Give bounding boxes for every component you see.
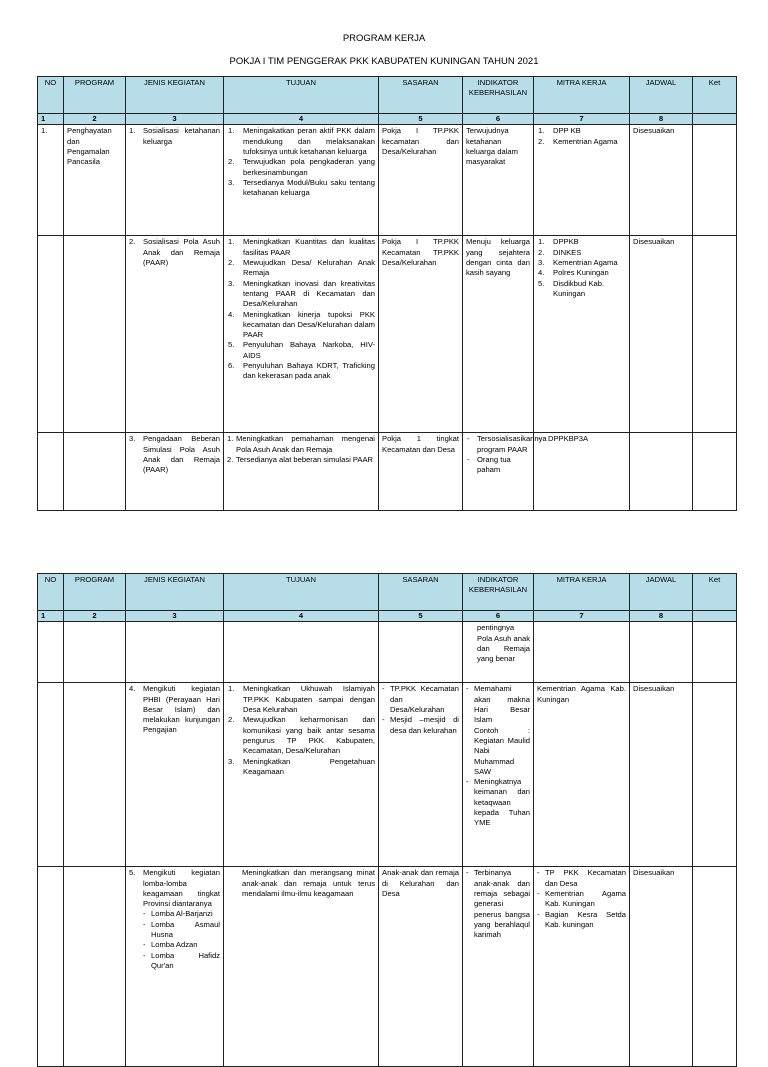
row-sasaran: Pokja 1 tingkat Kecamatan dan Desa (379, 433, 463, 511)
header-sasaran: SASARAN (379, 574, 463, 611)
tujuan-item: Penyuluhan Bahaya Narkoba, HIV-AIDS (243, 340, 375, 360)
col-number: 1 (38, 611, 64, 622)
header-jenis-kegiatan: JENIS KEGIATAN (126, 77, 224, 114)
sasaran-item: - TP.PKK Kecamatan dan Desa/Kelurahan (382, 684, 459, 715)
mitra-item: Disdikbud Kab. Kuningan (553, 278, 605, 298)
table-header-row (38, 77, 737, 114)
work-program-table-1 (37, 76, 737, 511)
lomba-item: - Lomba Adzan (143, 940, 220, 950)
row-indikator (463, 683, 534, 867)
indikator-item: - Orang tua paham (466, 455, 530, 476)
kegiatan-number: 1. (129, 126, 136, 136)
tujuan-item: Meningkatkan Pengetahuan Keagamaan (243, 756, 375, 776)
table-row (38, 125, 737, 236)
mitra-item: - Kementrian Agama Kab. Kuningan (537, 889, 626, 910)
row-program (64, 622, 126, 683)
tujuan-item: Meningkatkan Kuantitas dan kualitas fasilitas PAAR (243, 237, 375, 257)
col-number: 4 (224, 611, 379, 622)
tujuan-item: Terwujudkan pola pengkaderan yang berkesinambungan (243, 157, 375, 177)
row-no (38, 867, 64, 1067)
col-number: 7 (534, 611, 630, 622)
row-tujuan: Meningkatkan dan merangsang minat anak-anak dan remaja untuk terus mendalami ilmu-ilmu keagamaan (224, 867, 379, 1067)
lomba-item: - Lomba Asmaul Husna (143, 920, 220, 941)
kegiatan-number: 4. (129, 684, 136, 694)
indikator-item: - Memahami akan makna Hari Besar Islam (466, 684, 530, 725)
mitra-item: - DPPKBP3A (537, 434, 626, 444)
mitra-item: Polres Kuningan (553, 268, 609, 278)
indikator-item: - Terbinanya anak-anak dan remaja sebagai generasi penerus bangsa yang berahlaqul karimah (466, 868, 530, 940)
document-title: PROGRAM KERJA (342, 33, 426, 44)
row-no: 1. (38, 125, 64, 236)
lomba-item: - Lomba Hafidz Qur'an (143, 951, 220, 972)
row-jadwal: Disesuaikan (630, 125, 693, 236)
indikator-item: - Tersosialisasikannya program PAAR (466, 434, 530, 455)
header-tujuan: TUJUAN (224, 77, 379, 114)
row-no (38, 433, 64, 511)
mitra-item: Kementrian Agama (553, 136, 618, 146)
header-mitra-kerja: MITRA KERJA (534, 77, 630, 114)
col-number: 3 (126, 114, 224, 125)
tujuan-item: Meningkatkan inovasi dan kreativitas tentang PAAR di Kecamatan dan Desa/Kelurahan (243, 278, 375, 309)
row-program: Penghayatan dan Pengamalan Pancasila (64, 125, 126, 236)
header-ket: Ket (693, 574, 737, 611)
col-number: 8 (630, 611, 693, 622)
kegiatan-number: 3. (129, 434, 136, 444)
work-program-table-2 (37, 573, 737, 1067)
row-program (64, 867, 126, 1067)
row-tujuan (224, 125, 379, 236)
mitra-item: - Bagian Kesra Setda Kab. kuningan (537, 910, 626, 931)
row-jadwal: Disesuaikan (630, 867, 693, 1067)
row-kegiatan (126, 867, 224, 1067)
kegiatan-text: Sosialisasi Pola Asuh Anak dan Remaja (PAAR) (143, 237, 220, 267)
row-program (64, 236, 126, 433)
row-mitra (534, 125, 630, 236)
tujuan-item: Tersedianya Modul/Buku saku tentang ketahanan keluarga (243, 177, 375, 198)
row-jadwal (630, 622, 693, 683)
row-indikator (463, 433, 547, 511)
row-ket (693, 236, 737, 433)
row-ket (693, 433, 737, 511)
col-number: 6 (463, 114, 534, 125)
col-number: 8 (630, 114, 693, 125)
col-number: 5 (379, 114, 463, 125)
row-kegiatan (126, 433, 224, 511)
row-ket (693, 622, 737, 683)
header-mitra-kerja: MITRA KERJA (534, 574, 630, 611)
col-number: 4 (224, 114, 379, 125)
header-no: NO (38, 77, 64, 114)
tujuan-item: Mewujudkan keharmonisan dan komunikasi yang baik antar sesama pengurus TP PKK Kabupaten, Kecamatan, Desa/Kelurahan (243, 715, 375, 756)
header-sasaran: SASARAN (379, 77, 463, 114)
tujuan-item: Meningkatkan pemahaman mengenai Pola Asuh Anak dan Remaja (236, 434, 375, 454)
row-indikator: Menuju keluarga yang sejahtera dengan cinta dan kasih sayang (463, 236, 534, 433)
row-kegiatan (126, 683, 224, 867)
mitra-item: DPPKB (553, 237, 579, 247)
document-subtitle: POKJA I TIM PENGGERAK PKK KABUPATEN KUNINGAN TAHUN 2021 (229, 56, 539, 67)
lomba-item: - Lomba Al-Barjanzi (143, 909, 220, 919)
row-kegiatan (126, 236, 224, 433)
table-row (38, 867, 737, 1067)
tujuan-item: Penyuluhan Bahaya KDRT, Traficking dan kekerasan pada anak (243, 361, 375, 381)
row-tujuan (224, 683, 379, 867)
header-program: PROGRAM (64, 77, 126, 114)
row-kegiatan (126, 622, 224, 683)
col-number: 2 (64, 114, 126, 125)
row-sasaran: Pokja I TP.PKK kecamatan dan Desa/Kelurahan (379, 125, 463, 236)
column-number-row (38, 611, 737, 622)
row-ket (693, 867, 737, 1067)
col-number: 5 (379, 611, 463, 622)
row-tujuan (224, 433, 379, 511)
row-indikator (463, 867, 534, 1067)
column-number-row (38, 114, 737, 125)
table-row (38, 236, 737, 433)
kegiatan-text: Mengikuti kegiatan PHBI (Perayaan Hari Besar Islam) dan melakukan kunjungan Pengajian (143, 684, 220, 735)
row-mitra (534, 622, 630, 683)
mitra-item: - TP PKK Kecamatan dan Desa (537, 868, 626, 889)
tujuan-item: Tersedianya alat beberan simulasi PAAR (236, 454, 374, 464)
table-row (38, 622, 737, 683)
col-number (693, 114, 737, 125)
kegiatan-text: Mengikuti kegiatan lomba-lomba keagamaan tingkat Provinsi diantaranya (143, 868, 220, 909)
table-header-row (38, 574, 737, 611)
tujuan-item: Mewujudkan Desa/ Kelurahan Anak Remaja (243, 257, 375, 278)
table-row (38, 683, 737, 867)
tujuan-item: Meningkatkan kinerja tupoksi PKK kecamatan dan Desa/Kelurahan dalam PAAR (243, 309, 375, 340)
header-jenis-kegiatan: JENIS KEGIATAN (126, 574, 224, 611)
row-jadwal (630, 433, 693, 511)
row-jadwal: Disesuaikan (630, 236, 693, 433)
tujuan-item: Meningakatkan peran aktif PKK dalam mendukung dan melaksanakan tufoksinya untuk ketahanan keluarga (243, 126, 375, 156)
row-indikator: pentingnya Pola Asuh anak dan Remaja yang benar (463, 622, 534, 683)
row-jadwal: Disesuaikan (630, 683, 693, 867)
col-number: 1 (38, 114, 64, 125)
header-tujuan: TUJUAN (224, 574, 379, 611)
row-sasaran (379, 683, 463, 867)
indikator-note: Contoh : Kegiatan Maulid Nabi Muhammad SAW (474, 725, 530, 776)
header-program: PROGRAM (64, 574, 126, 611)
row-sasaran: Pokja I TP.PKK Kecamatan TP.PKK Desa/Kelurahan (379, 236, 463, 433)
indikator-item: - Meningkatnya keimanan dan ketaqwaan kepada Tuhan YME (466, 777, 530, 829)
row-program (64, 433, 126, 511)
row-mitra (534, 867, 630, 1067)
col-number: 3 (126, 611, 224, 622)
row-mitra (534, 236, 630, 433)
kegiatan-number: 5. (129, 868, 136, 878)
row-tujuan (224, 236, 379, 433)
kegiatan-number: 2. (129, 237, 136, 247)
kegiatan-text: Sosialisasi ketahanan keluarga (143, 126, 220, 146)
row-sasaran (379, 622, 463, 683)
col-number: 2 (64, 611, 126, 622)
row-ket (693, 683, 737, 867)
row-mitra: Kementrian Agama Kab. Kuningan (534, 683, 630, 867)
row-mitra (534, 433, 630, 511)
header-jadwal: JADWAL (630, 574, 693, 611)
header-indikator: INDIKATOR KEBERHASILAN (463, 574, 534, 611)
header-no: NO (38, 574, 64, 611)
row-kegiatan (126, 125, 224, 236)
mitra-item: DPP KB (553, 126, 581, 136)
tujuan-item: Meningkatkan Ukhuwah Islamiyah TP.PKK Kabupaten sampai dengan Desa Kelurahan (243, 684, 375, 714)
row-no (38, 622, 64, 683)
row-sasaran: Anak-anak dan remaja di Kelurahan dan Desa (379, 867, 463, 1067)
kegiatan-text: Pengadaan Beberan Simulasi Pola Asuh Anak dan Remaja (PAAR) (143, 434, 220, 475)
col-number: 7 (534, 114, 630, 125)
row-no (38, 683, 64, 867)
table-row (38, 433, 737, 511)
header-ket: Ket (693, 77, 737, 114)
col-number (693, 611, 737, 622)
header-jadwal: JADWAL (630, 77, 693, 114)
header-indikator: INDIKATOR KEBERHASILAN (463, 77, 534, 114)
col-number: 6 (463, 611, 534, 622)
mitra-item: Kementrian Agama (553, 257, 618, 267)
row-ket (693, 125, 737, 236)
mitra-item: DINKES (553, 247, 582, 257)
row-tujuan (224, 622, 379, 683)
row-indikator: Terwujudnya ketahanan keluarga dalam masyarakat (463, 125, 534, 236)
row-no (38, 236, 64, 433)
row-program (64, 683, 126, 867)
sasaran-item: - Mesjid –mesjid di desa dan kelurahan (382, 715, 459, 736)
